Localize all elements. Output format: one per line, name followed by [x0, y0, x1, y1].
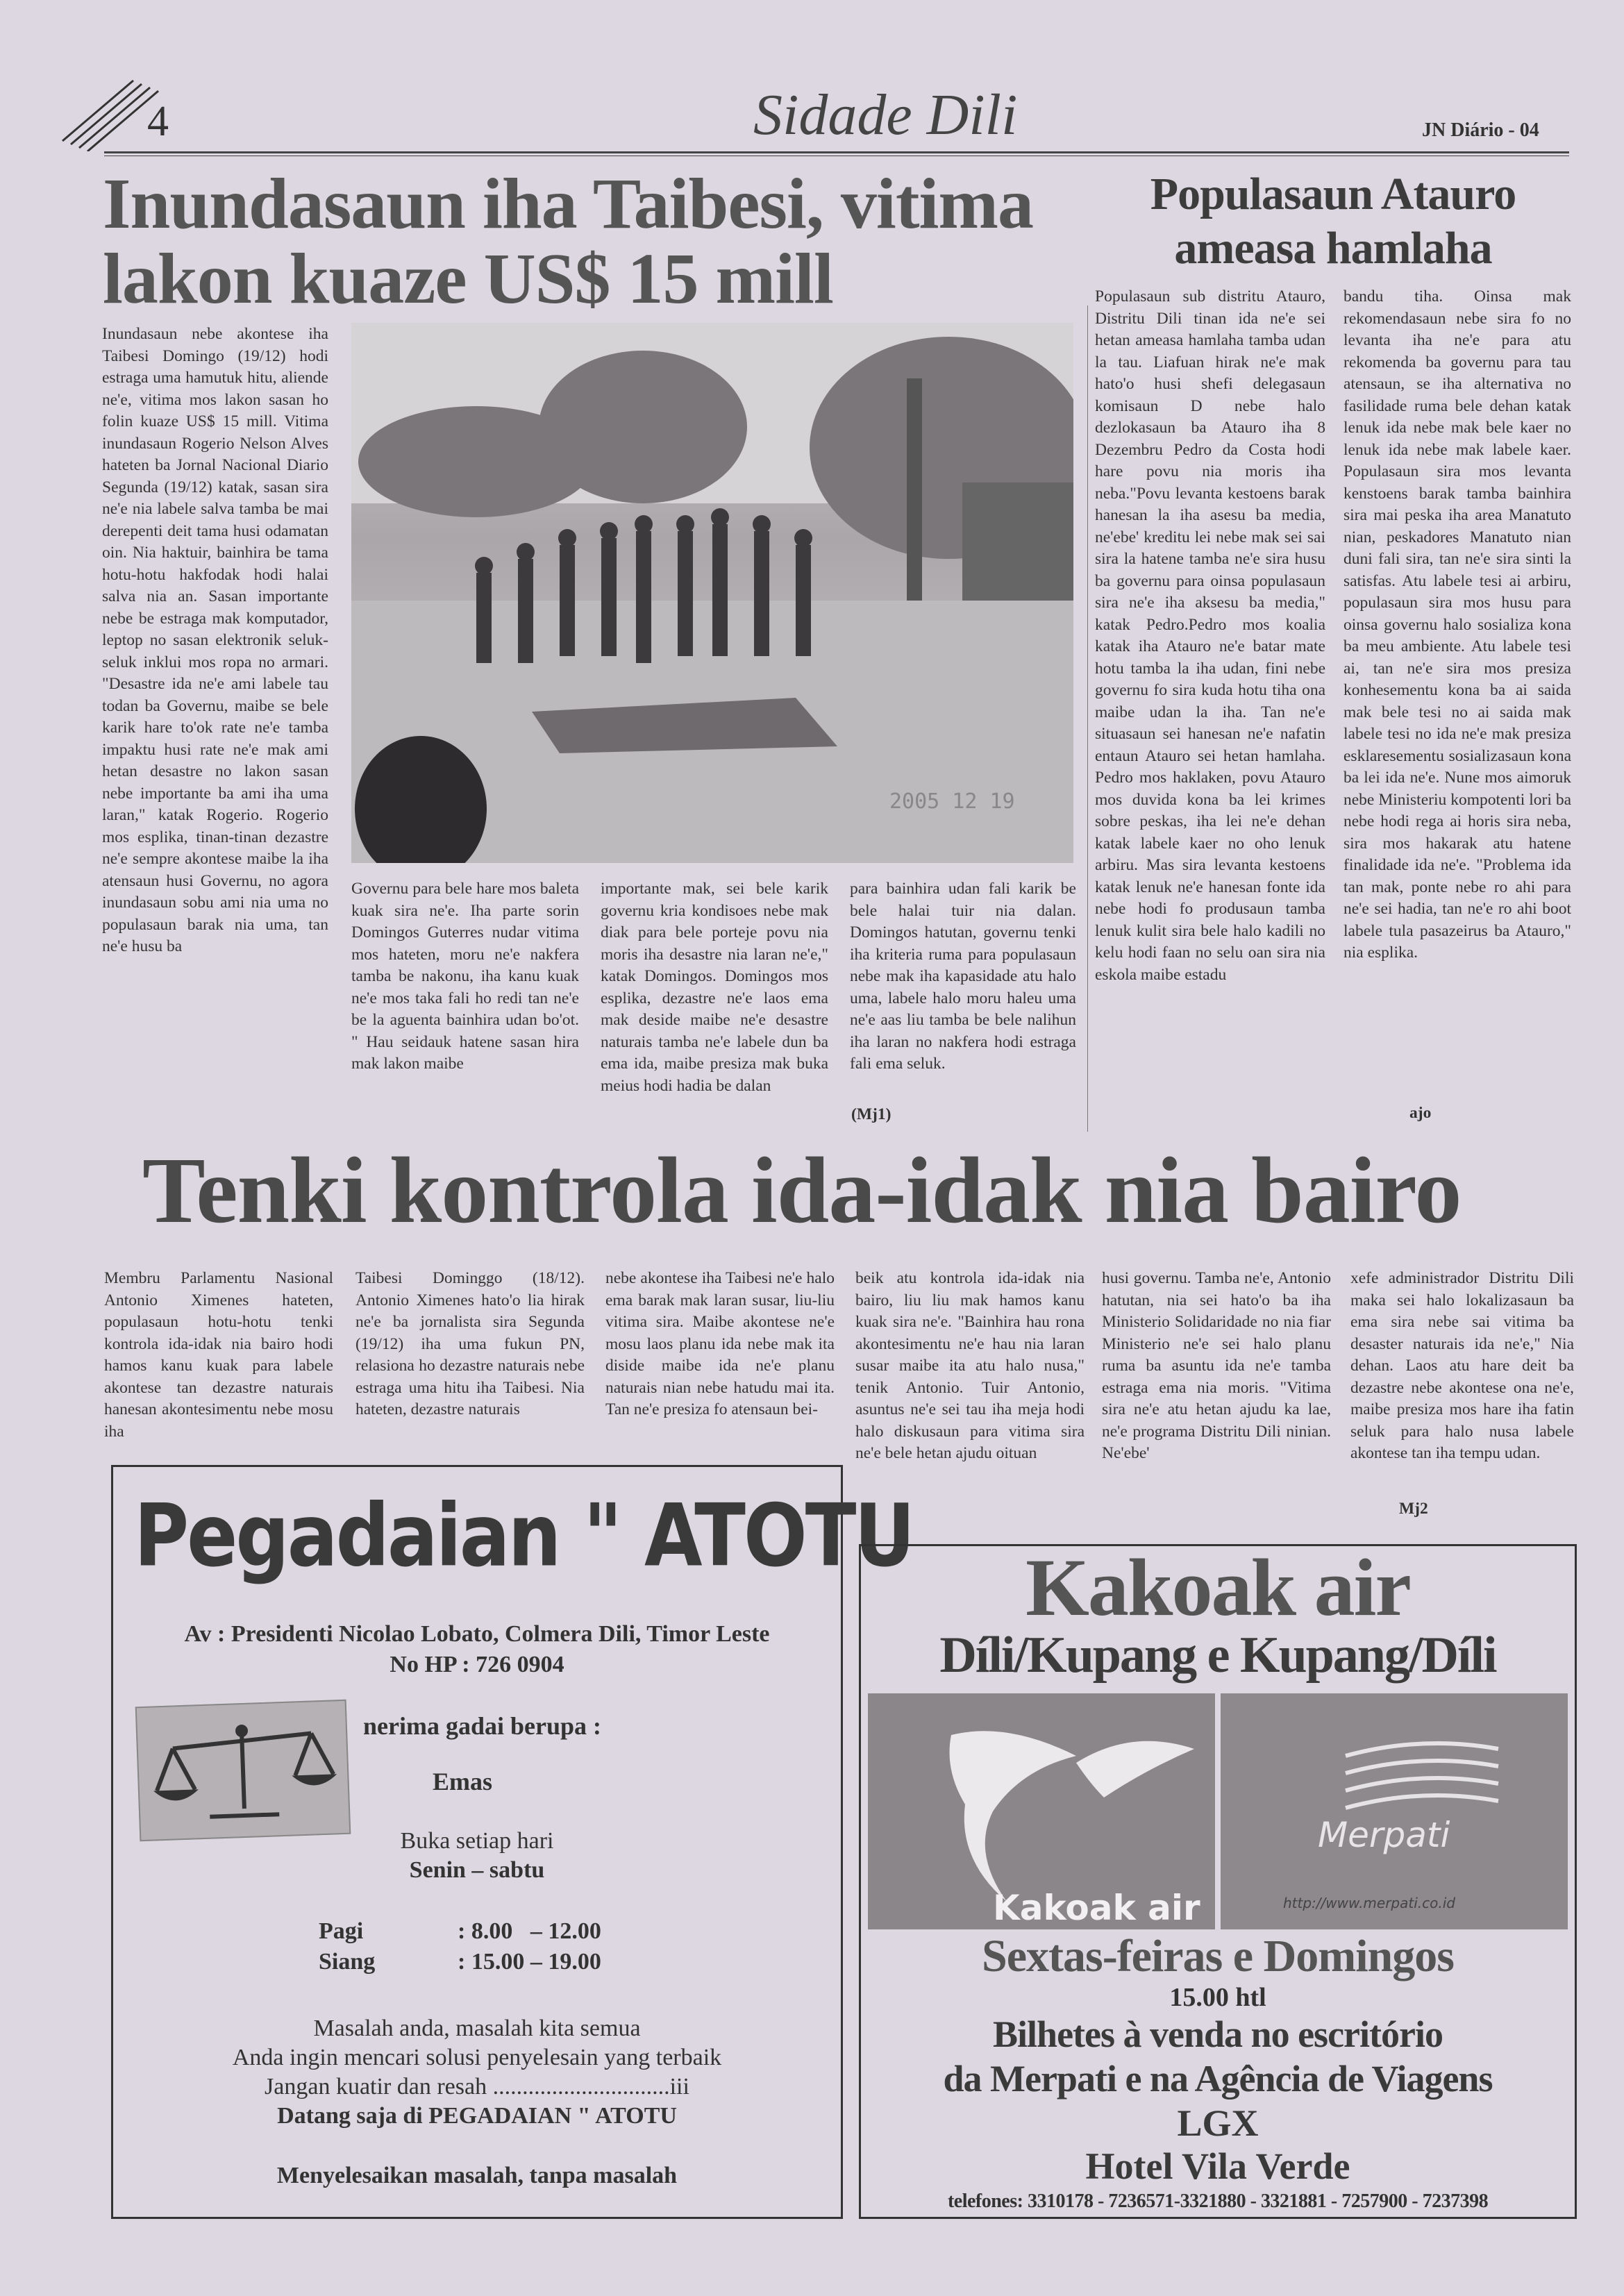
headline-line-2: lakon kuaze US$ 15 mill [103, 239, 833, 319]
ad-tickets-1: Bilhetes à venda no escritório [993, 2013, 1443, 2055]
pegadaian-ad [111, 1465, 914, 2219]
ad-afternoon-label: Siang [319, 1949, 376, 1975]
ad-time: 15.00 htl [1169, 1983, 1266, 2012]
ad-title: Kakoak air [1026, 1542, 1410, 1633]
scales-logo [135, 1700, 351, 1841]
byline: (Mj1) [851, 1105, 891, 1123]
article-column [102, 324, 328, 1126]
flood-photo [351, 323, 1073, 863]
article-column [605, 1268, 835, 1466]
column-text: nebe akontese iha Taibesi ne'e halo ema barak mak laran susar, liu-liu vitima sira. Maibe akontese ne'e mosu laos planu ida nebe mak ita diside maibe ida ne'e planu naturais nian nebe hatudu mai ita. Tan ne'e presiza fo atensaun bei- [605, 1269, 835, 1418]
photo-date-stamp: 2005 12 19 [889, 789, 1015, 814]
ad-title: Pegadaian " ATOTU [134, 1486, 914, 1586]
ad-slogan: Menyelesaikan masalah, tanpa masalah [276, 2163, 678, 2188]
ad-phones: telefones: 3310178 - 7236571-3321880 - 3321881 - 7257900 - 7237398 [947, 2190, 1489, 2212]
article-column [1343, 286, 1571, 1105]
ad-morning-hours: : 8.00 – 12.00 [458, 1918, 601, 1944]
ad-line: Anda ingin mencari solusi penyelesain yang terbaik [232, 2045, 722, 2070]
section-title: Sidade Dili [753, 83, 1018, 147]
header-rule [104, 151, 1569, 153]
column-text: beik atu kontrola ida-idak nia bairo, liu liu mak hamos kanu kuak sira ne'e. "Bainhira hau rona akontesimentu ne'e hau nia laran susar maibe ita atu halo nusa," tenik Antonio. Tuir Antonio, asuntus ne'e sei tau iha meja hodi halo diskusaun para vitima sira ne'e bele hetan ajudu oituan [855, 1269, 1085, 1462]
ad-morning-label: Pagi [319, 1918, 364, 1944]
ad-days: Senin – sabtu [409, 1857, 545, 1883]
ad-route: Díli/Kupang e Kupang/Díli [939, 1627, 1496, 1684]
column-text: bandu tiha. Oinsa mak rekomendasaun nebe sira fo no levanta iha ne'e para atu rekomenda ba governu para tau atensaun, se iha alternativa no fasilidade ruma bele dehan katak lenuk ida nebe mak bele kaer no lenuk ida nebe mak labele kaer. Populasaun sira mos levanta kenstoens barak tamba bainhira sira mai peska iha area Manatuto nian, peskadores Manatuto nian duni fali sira, tan ne'e sira sinti la satisfas. Atu labele tesi ai arbiru, populasaun sira mos husu para oinsa governu halo sosializa kona ba meu ambiente. Atu labele tesi ai, tan ne'e sira mos presiza konhesementu kona ba ai saida mak bele tesi no ai saida mak labele tesi no ida ne'e mak presiza esklaresementu sosializasaun kona ba lei ida ne'e. Nune mos aimoruk nebe Ministeriu kompotenti lori ba nebe hodi rega ai horis sira neba, sira mos hakarak atu hatene finalidade ida ne'e. "Problema ida tan mak, ponte nebe ro ahi para ne'e sei hadia, tan ne'e ro ahi boot labele tula pasazeirus ba Atauro," nia esplika. [1343, 287, 1571, 962]
byline: Mj2 [1399, 1500, 1428, 1518]
article-column [1350, 1268, 1574, 1525]
article-column [601, 878, 828, 1128]
ad-line: Masalah anda, masalah kita semua [313, 2016, 641, 2041]
ad-open: Buka setiap hari [400, 1828, 554, 1854]
ad-agency: LGX [1177, 2102, 1259, 2144]
scales-icon [137, 1701, 349, 1840]
headline-line-1: Inundasaun iha Taibesi, vitima [103, 164, 1033, 244]
photo-illustration [351, 323, 1073, 863]
ad-line: Jangan kuatir dan resah ..............................iii [265, 2074, 689, 2100]
headline: Tenki kontrola ida-idak nia bairo [142, 1139, 1462, 1243]
ad-line: Datang saja di PEGADAIAN " ATOTU [277, 2103, 677, 2129]
article-column [104, 1268, 333, 1466]
logo-text: Kakoak air [993, 1888, 1200, 1928]
column-text: Membru Parlamentu Nasional Antonio Ximenes hateten, populasaun hotu-hotu tenki kontrola ida-idak nia bairo hodi hamos kanu kuak para labele akontese tan dezastre naturais hanesan akontesimentu nebe mosu iha [104, 1269, 333, 1441]
ad-address: Av : Presidenti Nicolao Lobato, Colmera Dili, Timor Leste [184, 1621, 770, 1647]
column-text: para bainhira udan fali karik be bele halai tuir nia dalan. Domingos hatutan, governu tenki iha kriteria ruma para populasaun nebe mak iha kapasidade atu halo uma, labele halo moru haleu uma ne'e aas liu tamba be bele nalihun iha laran no nakfera hodi estraga fali ema seluk. [850, 880, 1076, 1073]
ad-item: Emas [433, 1768, 493, 1795]
ad-schedule: Sextas-feiras e Domingos [982, 1931, 1454, 1981]
page-number: 4 [147, 98, 169, 145]
column-text: Inundasaun nebe akontese iha Taibesi Domingo (19/12) hodi estraga uma hamutuk hitu, aliende ne'e, vitima mos lakon sasan ho folin kuaze US$ 15 mill. Vitima inundasaun Rogerio Nelson Alves hateten ba Jornal Nacional Diario Segunda (19/12) katak, sasan sira ne'e nia labele salva tamba be mai derepenti deit tama husi odamatan oin. Nia haktuir, bainhira be tama hotu-hotu hakfodak hodi halai salva nia an. Sasan importante nebe be estraga mak komputador, leptop no sasan elektronik seluk-seluk inklui mos ropa no armari. "Desastre ida ne'e ami labele tau todan ba Governu, maibe se bele karik hare to'ok rate ne'e tamba impaktu husi rate ne'e mak ami hetan desastre no lakon sasan nebe importante ba ami iha uma laran," katak Rogerio. Rogerio mos esplika, tinan-tinan dezastre ne'e sempre akontese maibe la iha atensaun husi Governu, no agora inundasaun sobu ami nia uma no populasaun barak nia uma, tan ne'e husu ba [102, 325, 328, 955]
ad-accepts: nerima gadai berupa : [363, 1712, 602, 1740]
column-text: Populasaun sub distritu Atauro, Distritu Dili tinan ida ne'e sei hetan ameasa hamlaha tamba udan la tau. Liafuan hirak ne'e mak hato'o husi shefi delegasaun komisaun D nebe halo dezlokasaun ba Atauro iha 8 Dezembru Pedro da Costa hodi hare povu nia moris iha neba."Povu levanta kestoens barak hanesan la iha asesu ba media, ne'ebe' kreditu lei nebe mak sei sai sira la hatene tamba ne'e sira husu ba governu para oinsa populasaun sira ne'e iha aksesu ba media," katak Pedro.Pedro mos koalia katak iha Atauro ne'e batar mate hotu tamba la iha udan, fini nebe governu fo sira kuda hotu tiha ona maibe udan la iha. Tan ne'e situasaun sei hanesan ne'e nafatin entaun Atauro sei hetan hamlaha. Pedro mos haklaken, povu Atauro mos duvida kona ba lei krimes sobre peskas, iha lei ne'e dehan katak labele kaer no oho lenuk arbiru. Mas sira levanta kestoens katak lenuk ne'e hanesan fonte ida nebe hodi fo produsaun tamba lenuk kulit sira bele halo kadili no kelu hodi faan no selu oan sira nia eskola maibe estadu [1095, 287, 1325, 984]
ad-afternoon-hours: : 15.00 – 19.00 [458, 1949, 601, 1975]
merpati-flag-icon [1221, 1693, 1568, 1929]
merpati-logo [1221, 1693, 1568, 1929]
ad-hotel: Hotel Vila Verde [1085, 2145, 1350, 2187]
article-column [1095, 286, 1325, 1133]
column-text: Governu para bele hare mos baleta kuak sira ne'e. Iha parte sorin Domingos Guterres nudar vitima mos hateten, moru ne'e nakfera tamba be nakonu, iha kanu kuak ne'e mos taka fali ho redi tan ne'e be la aguenta bainhira udan bo'ot. " Hau seidauk hatene sasan hira mak lakon maibe [351, 880, 579, 1073]
ad-phone: No HP : 726 0904 [390, 1652, 564, 1677]
byline: ajo [1409, 1104, 1432, 1122]
ad-tickets-2: da Merpati e na Agência de Viagens [943, 2058, 1493, 2100]
kakoak-logo [868, 1693, 1215, 1929]
headline-line-1: Populasaun Atauro [1150, 169, 1516, 219]
merpati-text: Merpati [1318, 1815, 1450, 1855]
column-text: Taibesi Dominggo (18/12). Antonio Ximenes hato'o lia hirak ne'e ba jornalista sira Segunda (19/12) iha uma fukun PN, relasiona ho dezastre naturais nebe estraga uma hitu iha Taibesi. Nia hateten, dezastre naturais [355, 1269, 585, 1418]
edition-label: JN Diário - 04 [1422, 119, 1539, 141]
article-column [355, 1268, 585, 1466]
column-divider [1087, 305, 1088, 1132]
column-text: husi governu. Tamba ne'e, Antonio hatutan, nia sei hato'o ba iha Ministerio Solidaridade no nia fiar Ministerio ne'e sei halo planu ruma ba asuntu ida ne'e tamba estraga ema nia moris. "Vitima sira ne'e atu hetan ajudu ka lae, ne'e programa Distritu Dili ninian. Ne'ebe' [1102, 1269, 1331, 1462]
kakoak-air-ad [859, 1544, 1577, 2219]
article-column [850, 878, 1076, 1107]
column-text: xefe administrador Distritu Dili maka sei halo lokalizasaun ba ema sira nebe sai vitima ba desaster naturais ida ne'e," Nia dehan. Laos atu hare deit ba dezastre nebe akontese ona ne'e, maibe presiza mos hare iha fatin seluk para halo nusa labele akontese tan iha tempu udan. [1350, 1269, 1574, 1462]
article-column [1102, 1268, 1331, 1521]
article-column [351, 878, 579, 1128]
merpati-url: http://www.merpati.co.id [1283, 1895, 1455, 1911]
headline-line-2: ameasa hamlaha [1174, 223, 1492, 274]
article-column [855, 1268, 1085, 1521]
column-text: importante mak, sei bele karik governu kria kondisoes nebe mak diak para bele porteje povu nia moris iha desastre nia laran ne'e," katak Domingos. Domingos mos esplika, dezastre ne'e laos ema mak deside maibe ne'e desastre naturais tamba ne'e labele dun ba ema ida, maibe presiza mak buka meius hodi hadia be dalan [601, 880, 828, 1095]
